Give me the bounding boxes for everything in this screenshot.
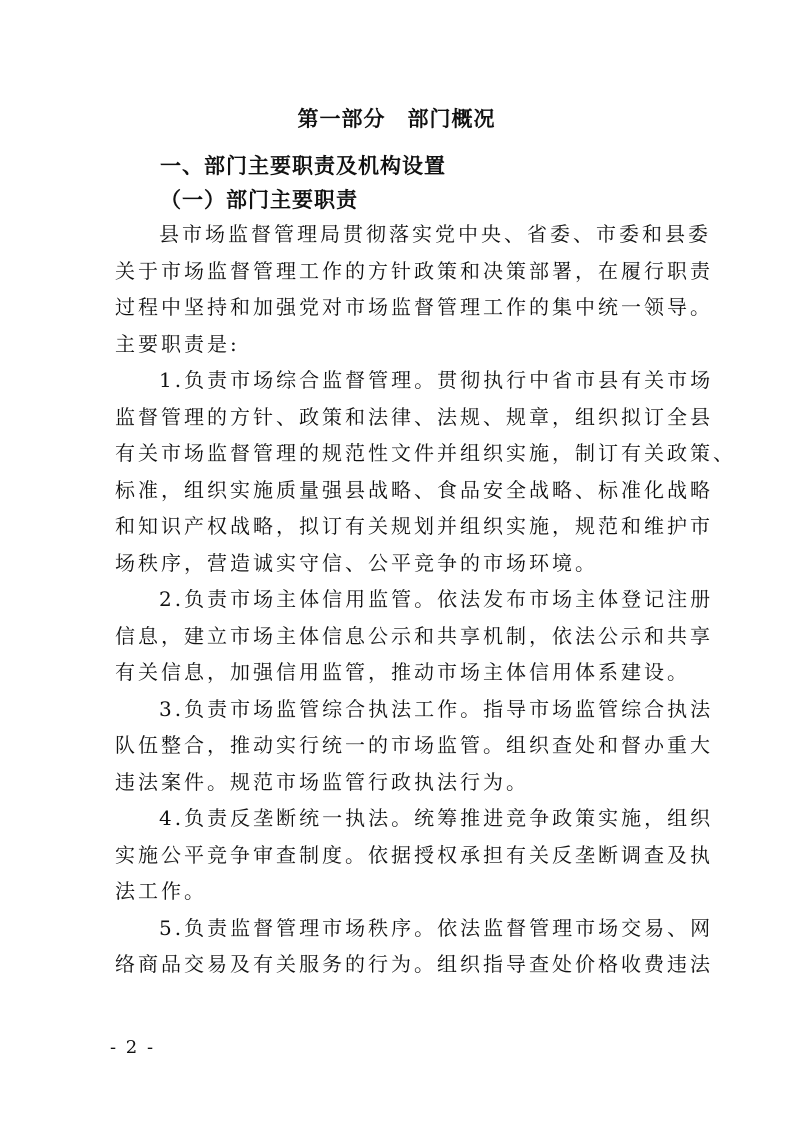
text-line: 2.负责市场主体信用监管。依法发布市场主体登记注册 — [159, 587, 714, 611]
text-line: 场秩序，营造诚实守信、公平竞争的市场环境。 — [115, 550, 598, 575]
text-line: 和知识产权战略，拟订有关规划并组织实施，规范和维护市 — [115, 514, 713, 538]
paragraph-duty-5 — [115, 910, 714, 983]
text-line: 有关市场监督管理的规范性文件并组织实施，制订有关政策、 — [115, 441, 736, 465]
text-line: 法工作。 — [115, 879, 207, 903]
text-line: 3.负责市场监管综合执法工作。指导市场监管综合执法 — [159, 696, 714, 721]
text-line: 违法案件。规范市场监管行政执法行为。 — [115, 769, 529, 794]
page-number: - 2 - — [110, 1037, 156, 1058]
document-title: 第一部分 部门概况 — [297, 107, 496, 131]
text-line: 1.负责市场综合监督管理。贯彻执行中省市县有关市场 — [159, 368, 714, 392]
text-line: 信息，建立市场主体信息公示和共享机制，依法公示和共享 — [115, 623, 713, 648]
subsection-heading: （一）部门主要职责 — [160, 187, 358, 212]
text-line: 监督管理的方针、政策和法律、法规、规章，组织拟订全县 — [115, 404, 713, 429]
text-line: 络商品交易及有关服务的行为。组织指导查处价格收费违法 — [115, 952, 713, 976]
text-line: 4.负责反垄断统一执法。统筹推进竞争政策实施，组织 — [159, 806, 714, 830]
text-line: 实施公平竞争审查制度。依据授权承担有关反垄断调查及执 — [115, 842, 713, 867]
text-line: 有关信息，加强信用监管，推动市场主体信用体系建设。 — [115, 660, 690, 684]
text-line: 过程中坚持和加强党对市场监督管理工作的集中统一领导。 — [115, 295, 713, 319]
paragraph-duty-2 — [115, 581, 714, 691]
section-heading: 一、部门主要职责及机构设置 — [160, 154, 446, 178]
text-line: 县市场监督管理局贯彻落实党中央、省委、市委和县委 — [159, 222, 711, 246]
paragraph-duty-3 — [115, 691, 714, 801]
text-line: 主要职责是: — [115, 331, 240, 356]
body-text — [115, 216, 736, 983]
paragraph-intro — [115, 216, 713, 362]
text-line: 5.负责监督管理市场秩序。依法监督管理市场交易、网 — [159, 915, 714, 940]
paragraph-duty-1 — [115, 362, 736, 581]
paragraph-duty-4 — [115, 800, 714, 910]
text-line: 关于市场监督管理工作的方针政策和决策部署，在履行职责 — [115, 258, 713, 283]
text-line: 队伍整合，推动实行统一的市场监管。组织查处和督办重大 — [115, 733, 713, 757]
text-line: 标准，组织实施质量强县战略、食品安全战略、标准化战略 — [115, 477, 713, 502]
